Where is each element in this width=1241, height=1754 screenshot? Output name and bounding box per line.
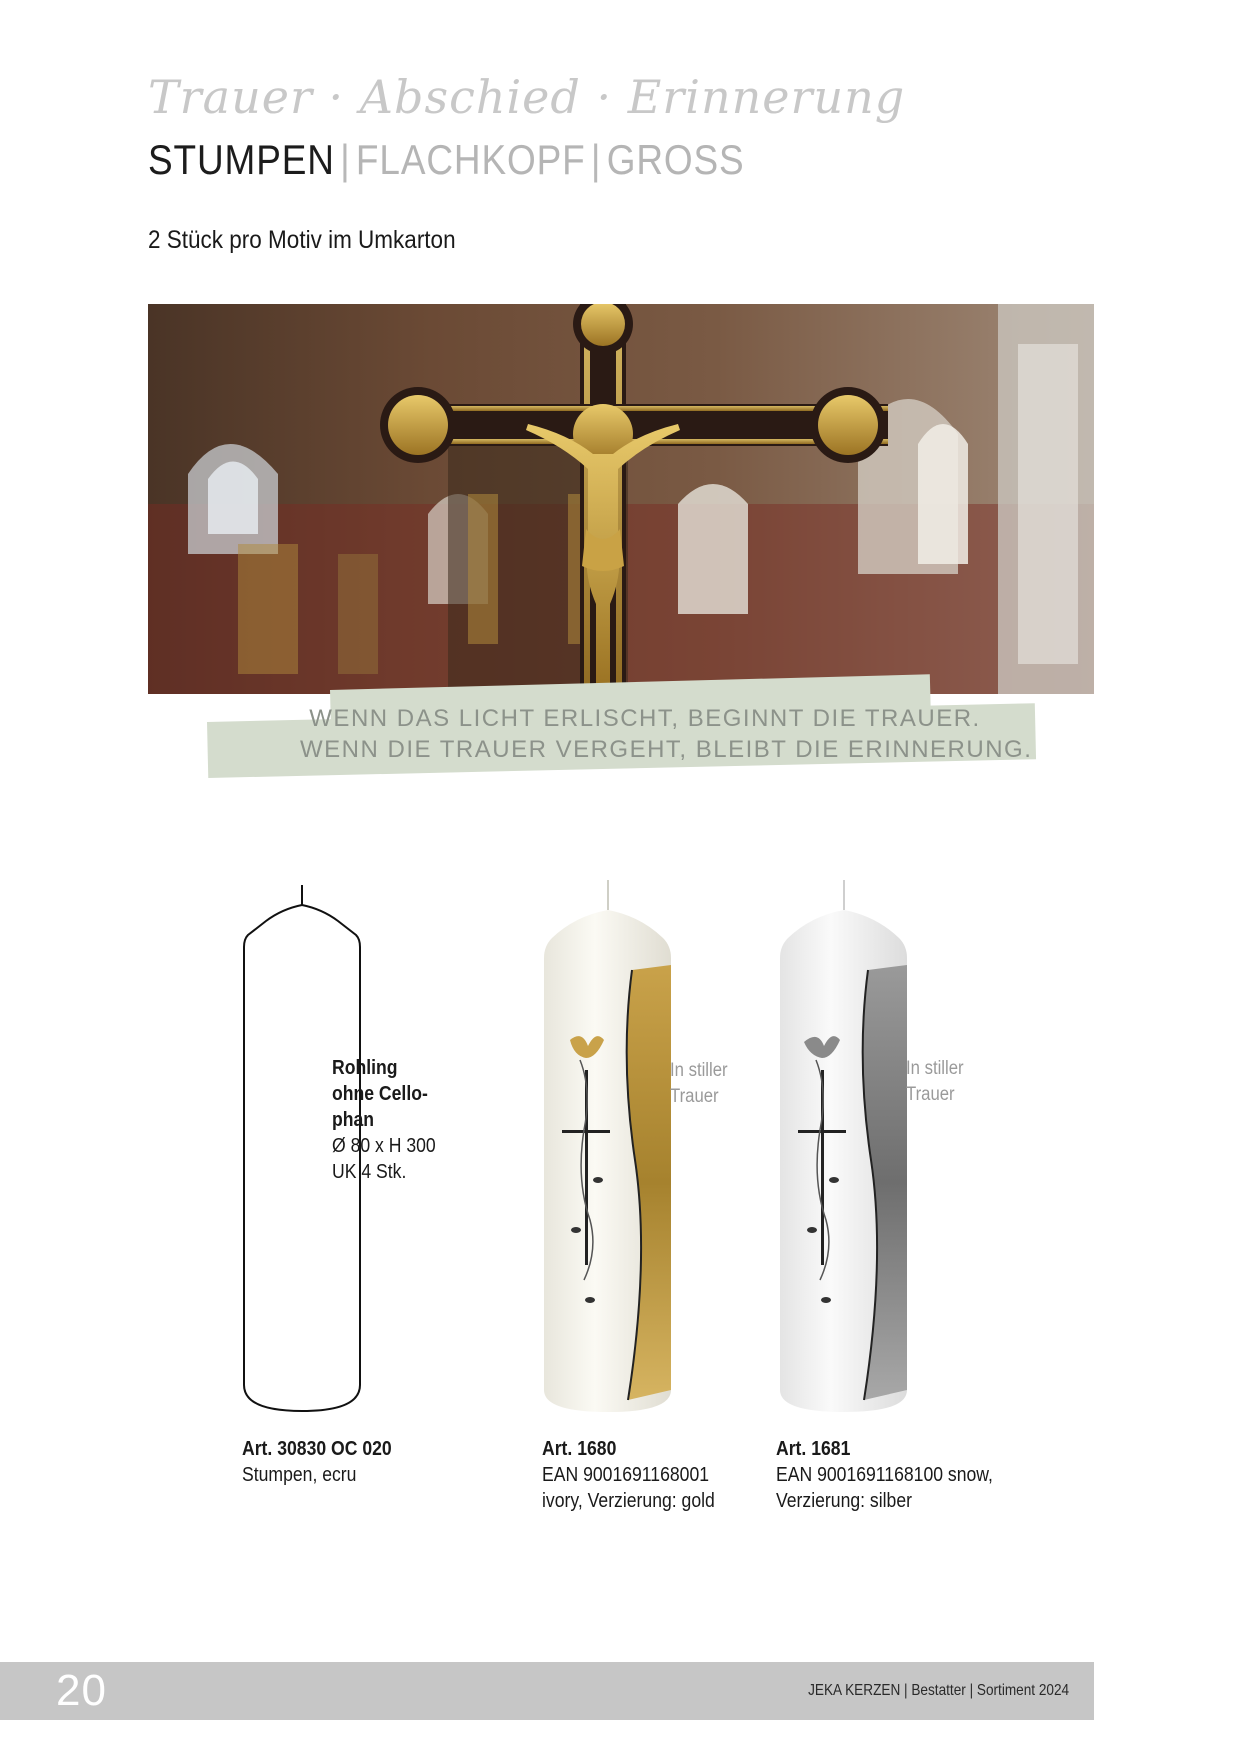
label-bold-line: phan (332, 1109, 375, 1131)
candle-inscription (670, 1058, 728, 1110)
candle-inscription-line: In stiller (670, 1060, 728, 1081)
title-part3: GROSS (606, 136, 745, 183)
product-description: ivory, Verzierung: gold (542, 1490, 715, 1512)
page-number: 20 (56, 1666, 107, 1715)
label-bold-line: ohne Cello- (332, 1083, 428, 1105)
product-description: Stumpen, ecru (242, 1464, 357, 1486)
quote (300, 703, 1033, 765)
candle-inscription-line: Trauer (906, 1084, 955, 1105)
candle-1680-image (540, 880, 675, 1420)
label-bold-line: Rohling (332, 1057, 398, 1079)
subtitle: 2 Stück pro Motiv im Umkarton (148, 226, 456, 254)
product-caption (242, 1436, 392, 1488)
title-part2: FLACHKOPF (355, 136, 586, 183)
blank-candle-label (332, 1055, 436, 1185)
article-number: Art. 1680 (542, 1438, 617, 1460)
label-dimensions: Ø 80 x H 300 (332, 1135, 436, 1157)
product-ean: EAN 9001691168001 (542, 1464, 710, 1486)
title-separator: | (340, 136, 351, 183)
product-caption (542, 1436, 715, 1514)
quote-line-2: WENN DIE TRAUER VERGEHT, BLEIBT DIE ERINNERUNG. (300, 736, 1033, 763)
title-separator: | (590, 136, 602, 183)
product-description: Verzierung: silber (776, 1490, 912, 1512)
footer-text: JEKA KERZEN | Bestatter | Sortiment 2024 (807, 1682, 1069, 1699)
candle-inscription-line: In stiller (906, 1058, 964, 1079)
product-caption (776, 1436, 993, 1514)
title-main: STUMPEN (148, 136, 335, 183)
label-packaging: UK 4 Stk. (332, 1161, 407, 1183)
product-ean: EAN 9001691168100 snow, (776, 1464, 993, 1486)
hero-image-crucifix (148, 304, 1094, 694)
article-number: Art. 1681 (776, 1438, 851, 1460)
candle-1681-image (776, 880, 911, 1420)
candle-inscription (906, 1056, 964, 1108)
page-title (148, 136, 745, 184)
quote-line-1: WENN DAS LICHT ERLISCHT, BEGINNT DIE TRAUER. (309, 705, 981, 732)
candle-inscription-line: Trauer (670, 1086, 719, 1107)
article-number: Art. 30830 OC 020 (242, 1438, 392, 1460)
script-title: Trauer · Abschied · Erinnerung (148, 70, 906, 124)
